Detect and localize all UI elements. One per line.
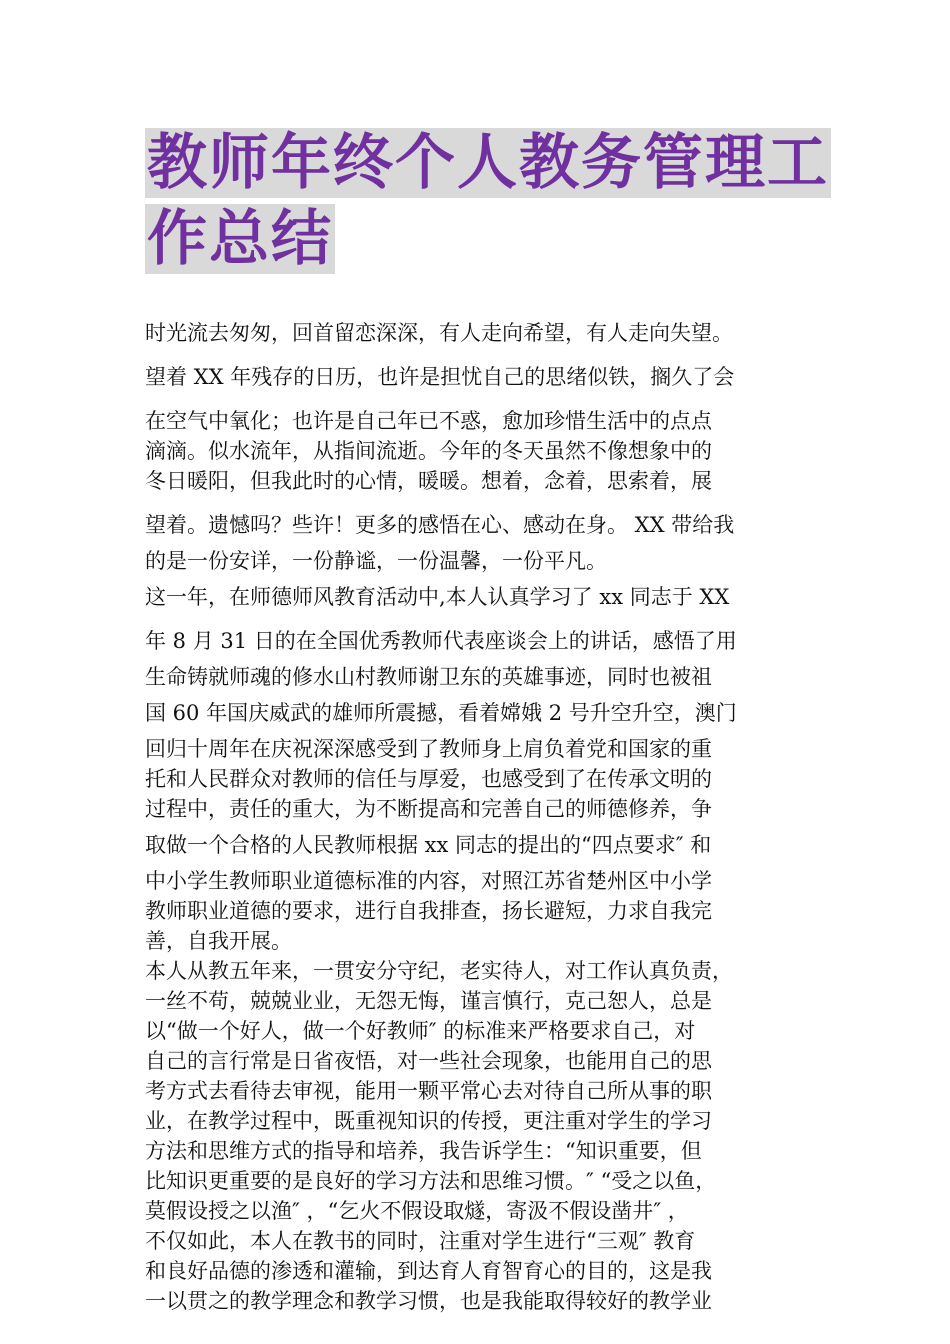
text-line: 的是一份安详，一份静谧，一份温馨，一份平凡。 (145, 549, 607, 573)
title-line-2: 作总结 (147, 204, 333, 274)
text-line: 国 60 年国庆威武的雄师所震撼，看着嫦娥 2 号升空升空，澳门 (145, 701, 737, 725)
text-line: 本人从教五年来，一贯安分守纪，老实待人，对工作认真负责， (145, 959, 733, 983)
text-line: 莫假设授之以渔″ ，“乞火不假设取燧，寄汲不假设凿井″ ， (145, 1199, 689, 1223)
text-line: 业，在教学过程中，既重视知识的传授，更注重对学生的学习 (145, 1109, 712, 1133)
text-line: 中小学生教师职业道德标准的内容，对照江苏省楚州区中小学 (145, 869, 712, 893)
title-line-1: 教师年终个人教务管理工 (147, 128, 829, 198)
text-line: 自己的言行常是日省夜悟，对一些社会现象，也能用自己的思 (145, 1049, 712, 1073)
text-line: 托和人民群众对教师的信任与厚爱，也感受到了在传承文明的 (145, 767, 712, 791)
text-line: 冬日暖阳，但我此时的心情，暖暖。想着，念着，思索着，展 (145, 469, 712, 493)
document-body (145, 318, 835, 1316)
text-line: 取做一个合格的人民教师根据 xx 同志的提出的“四点要求″ 和 (145, 833, 712, 857)
text-line: 和良好品德的渗透和灌输，到达育人育智育心的目的，这是我 (145, 1259, 712, 1283)
text-line: 回归十周年在庆祝深深感受到了教师身上肩负着党和国家的重 (145, 737, 712, 761)
text-line: 方法和思维方式的指导和培养，我告诉学生：“知识重要，但 (145, 1139, 702, 1163)
text-line: 善，自我开展。 (145, 929, 292, 953)
document-title (145, 128, 829, 280)
text-line: 教师职业道德的要求，进行自我排查，扬长避短，力求自我完 (145, 899, 712, 923)
text-line: 这一年，在师德师风教育活动中,本人认真学习了 xx 同志于 XX (145, 585, 730, 609)
text-line: 不仅如此，本人在教书的同时，注重对学生进行“三观″ 教育 (145, 1229, 696, 1253)
text-line: 生命铸就师魂的修水山村教师谢卫东的英雄事迹，同时也被祖 (145, 665, 712, 689)
text-line: 比知识更重要的是良好的学习方法和思维习惯。″ “受之以鱼， (145, 1169, 717, 1193)
text-line: 年 8 月 31 日的在全国优秀教师代表座谈会上的讲话，感悟了用 (145, 629, 737, 653)
text-line: 时光流去匆匆，回首留恋深深，有人走向希望，有人走向失望。 (145, 321, 733, 345)
text-line: 一以贯之的教学理念和教学习惯，也是我能取得较好的教学业 (145, 1289, 712, 1313)
text-line: 一丝不苟，兢兢业业，无怨无悔，谨言慎行，克己恕人，总是 (145, 989, 712, 1013)
text-line: 过程中，责任的重大，为不断提高和完善自己的师德修养，争 (145, 797, 712, 821)
text-line: 考方式去看待去审视，能用一颗平常心去对待自己所从事的职 (145, 1079, 712, 1103)
text-line: 滴滴。似水流年，从指间流逝。今年的冬天虽然不像想象中的 (145, 439, 712, 463)
text-line: 望着。遗憾吗？些许！更多的感悟在心、感动在身。 XX 带给我 (145, 513, 735, 537)
text-line: 在空气中氧化；也许是自己年已不惑，愈加珍惜生活中的点点 (145, 409, 712, 433)
text-line: 以“做一个好人，做一个好教师″ 的标准来严格要求自己，对 (145, 1019, 696, 1043)
text-line: 望着 XX 年残存的日历，也许是担忧自己的思绪似铁，搁久了会 (145, 365, 735, 389)
